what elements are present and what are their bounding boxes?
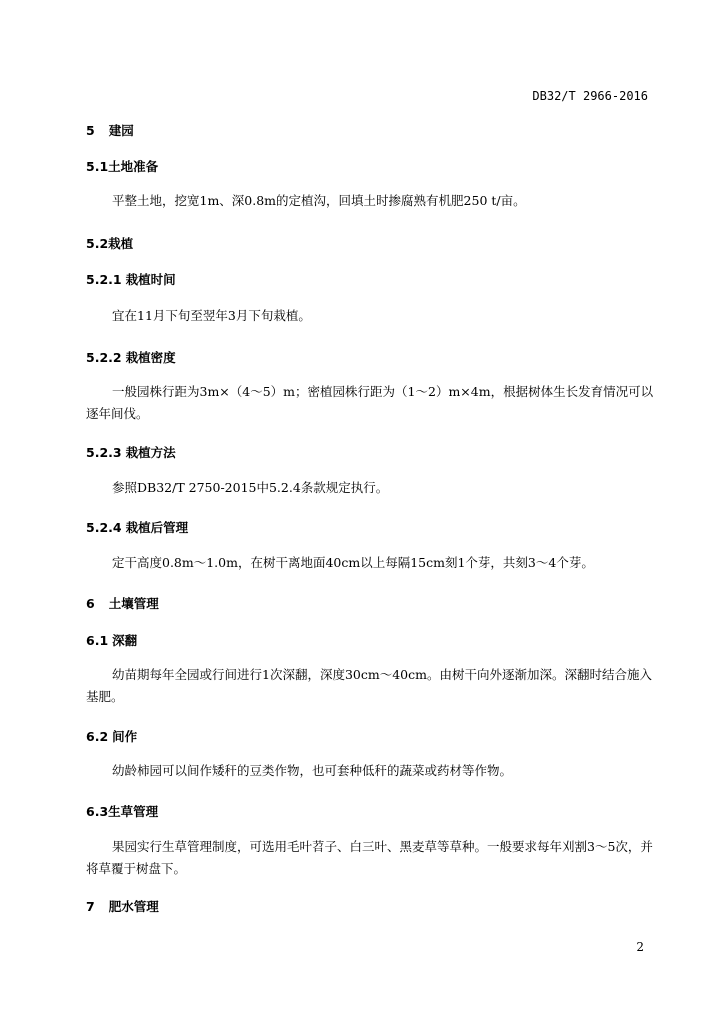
section-title: 间作 xyxy=(112,729,138,744)
paragraph-5-2-1: 宜在11月下旬至翌年3月下旬栽植。 xyxy=(112,308,311,323)
page-number: 2 xyxy=(636,940,644,954)
paragraph-6-1: 幼苗期每年全园或行间进行1次深翻，深度30cm～40cm。由树干向外逐渐加深。深翻时结合施入基肥。 xyxy=(86,667,652,704)
section-heading-7 xyxy=(86,897,159,915)
section-title: 栽植方法 xyxy=(125,445,176,460)
paragraph-5-2-2: 一般园株行距为3m×（4～5）m；密植园株行距为（1～2）m×4m，根据树体生长发育情况可以逐年间伐。 xyxy=(86,384,654,421)
paragraph-6-2: 幼龄柿园可以间作矮秆的豆类作物，也可套种低秆的蔬菜或药材等作物。 xyxy=(112,763,513,778)
section-number: 5.2.3 xyxy=(86,445,122,460)
section-heading-6-3 xyxy=(86,802,158,820)
section-number: 5.2.2 xyxy=(86,350,122,365)
standard-code-header: DB32/T 2966-2016 xyxy=(532,89,648,103)
paragraph-5-2-4: 定干高度0.8m～1.0m，在树干离地面40cm以上每隔15cm刻1个芽，共刻3～4个芽。 xyxy=(112,555,594,570)
section-number: 5 xyxy=(86,123,95,138)
section-title: 栽植后管理 xyxy=(125,520,189,535)
section-number: 5.2.4 xyxy=(86,520,122,535)
section-title: 土壤管理 xyxy=(108,596,159,611)
paragraph-5-1: 平整土地，挖宽1m、深0.8m的定植沟，回填土时掺腐熟有机肥250 t/亩。 xyxy=(112,193,526,208)
section-title: 生草管理 xyxy=(108,804,159,819)
section-heading-5-2 xyxy=(86,234,133,252)
paragraph-6-3: 果园实行生草管理制度，可选用毛叶苕子、白三叶、黑麦草等草种。一般要求每年刈割3～5次，并将草覆于树盘下。 xyxy=(86,839,653,876)
section-number: 5.1 xyxy=(86,159,109,174)
section-number: 7 xyxy=(86,899,95,914)
section-title: 栽植 xyxy=(108,236,134,251)
section-number: 6.2 xyxy=(86,729,109,744)
section-heading-5 xyxy=(86,121,134,139)
section-heading-5-2-3 xyxy=(86,443,176,461)
section-number: 5.2.1 xyxy=(86,272,122,287)
section-title: 建园 xyxy=(108,123,134,138)
paragraph-5-2-3: 参照DB32/T 2750-2015中5.2.4条款规定执行。 xyxy=(112,480,389,495)
section-number: 6.3 xyxy=(86,804,109,819)
section-heading-6 xyxy=(86,594,159,612)
section-title: 栽植时间 xyxy=(125,272,176,287)
section-title: 栽植密度 xyxy=(125,350,176,365)
section-heading-5-2-2 xyxy=(86,348,176,366)
section-title: 肥水管理 xyxy=(108,899,159,914)
section-heading-5-1 xyxy=(86,157,158,175)
section-title: 土地准备 xyxy=(108,159,159,174)
section-title: 深翻 xyxy=(112,633,138,648)
section-heading-6-2 xyxy=(86,727,137,745)
section-heading-5-2-4 xyxy=(86,518,188,536)
section-number: 6 xyxy=(86,596,95,611)
section-number: 6.1 xyxy=(86,633,109,648)
section-heading-5-2-1 xyxy=(86,270,176,288)
section-heading-6-1 xyxy=(86,631,137,649)
section-number: 5.2 xyxy=(86,236,109,251)
